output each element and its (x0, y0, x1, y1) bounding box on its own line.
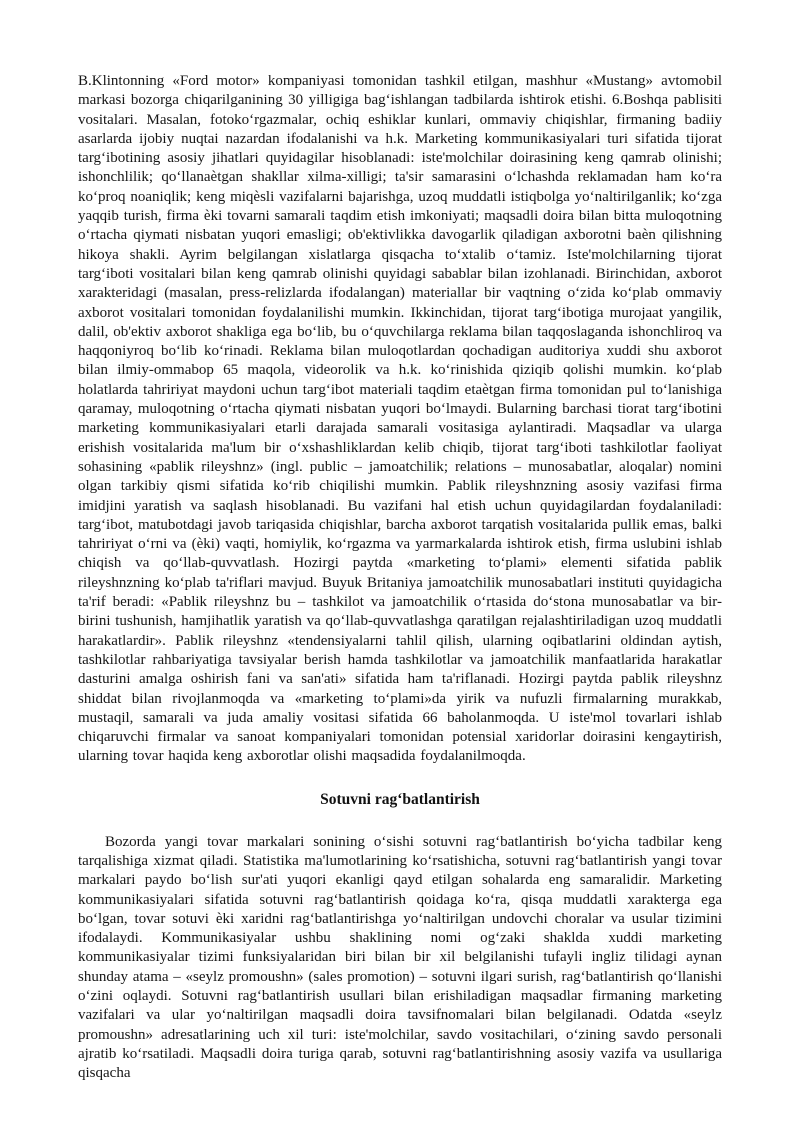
body-paragraph-bottom: Bozorda yangi tovar markalari sonining o‘sishi sotuvni rag‘batlantirish bo‘yicha tadbilar keng tarqalishiga xizmat qiladi. Statistika ma'lumotlarining ko‘rsatishicha, sotuvni rag‘batlantirish yangi tovar markalari paydo bo‘lish sur'ati yuqori ekanligi qayd etilgan sohalarda eng samaralidir. Marketing kommunikasiyalari sifatida sotuvni rag‘batlantirish qoidaga ko‘ra, qisqa muddatli xarakterga ega bo‘lgan, tovar sotuvi èki xaridni rag‘batlantirishga yo‘naltirilgan undovchi choralar va usular tizimini ifodalaydi. Kommunikasiyalar ushbu shaklining nomi og‘zaki shaklda xuddi marketing kommunikasiyalar tizimi funksiyalaridan biri bilan bir xil belgilanishi tufayli ingliz tilidagi aynan shunday atama – «seylz promoushn» (sales promotion) – sotuvni ilgari surish, rag‘batlantirish qo‘llanishi o‘zini oqlaydi. Sotuvni rag‘batlantirish usullari bilan erishiladigan maqsadlar firmaning marketing vazifalari va ular yo‘naltirilgan maqsadli doira tavsifnomalari bilan belgilanadi. Odatda «seylz promoushn» adresatlarining uch xil turi: iste'molchilar, savdo vositachilari, o‘zining savdo personali ajratib ko‘rsatiladi. Maqsadli doira turiga qarab, sotuvni rag‘batlantirishning asosiy vazifa va usullariga qisqacha (78, 833, 722, 1082)
section-heading: Sotuvni rag‘batlantirish (320, 790, 480, 808)
body-paragraph-top: B.Klintonning «Ford motor» kompaniyasi tomonidan tashkil etilgan, mashhur «Mustang» avtomobil markasi bozorga chiqarilganining 30 yilligiga bag‘ishlangan tadbilarda ishtirok etishi. 6.Boshqa pablisiti vositalari. Masalan, fotoko‘rgazmalar, ochiq eshiklar kunlari, ommaviy chiqishlar, firmaning badiiy asarlarda ijobiy nuqtai nazardan ifodalanishi va h.k. Marketing kommunikasiyalari turi sifatida tijorat targ‘ibotining asosiy jihatlari quyidagilar hisoblanadi: iste'molchilar doirasining keng qamrab olinishi; ishonchlilik; qo‘llanaètgan shakllar xilma-xilligi; ta'sir samarasini o‘lchashda reklamadan ham ko‘ra ko‘proq noaniqlik; keng miqèsli vazifalarni bajarishga, uzoq muddatli istiqbolga yo‘naltirilganlik; ko‘zga yaqqib turish, firma èki tovarni samarali taqdim etish imkoniyati; maqsadli doira bilan bitta muloqotning o‘rtacha qiymati nisbatan yuqori emasligi; ob'ektivlikka davogarlik qiladigan axborotni baèn qilishning hikoya shakli. Ayrim belgilangan xislatlarga qisqacha to‘xtalib o‘tamiz. Iste'molchilarning tijorat targ‘iboti vositalari bilan keng qamrab olinishi quyidagi sabablar bilan izohlanadi. Birinchidan, axborot xarakteridagi (masalan, press-relizlarda ifodalangan) materiallar bir vaqtning o‘zida ko‘plab ommaviy axborot vositalari tomonidan foydalanilishi mumkin. Ikkinchidan, tijorat targ‘ibotiga murojaat yangilik, dalil, ob'ektiv axborot shakliga ega bo‘lib, bu o‘quvchilarga reklama bilan taqqoslaganda ishonchliroq va haqqoniyroq bo‘lib ko‘rinadi. Reklama bilan muloqotlardan qochadigan auditoriya xuddi shu axborot bilan ilmiy-ommabop 65 maqola, videorolik va h.k. ko‘rinishida qiziqib qolishi mumkin. ko‘plab holatlarda tahririyat maydoni uchun targ‘ibot materiali taqdim etaètgan firma tomonidan pul to‘lanishiga qaramay, muloqotning o‘rtacha qiymati nisbatan yuqori bo‘lmaydi. Bularning barchasi tiorat targ‘ibotini marketing kommunikasiyalari etarli darajada samarali vositasiga aylantiradi. Maqsadlar va ularga erishish vositalarida ma'lum bir o‘xshashliklardan kelib chiqib, tijorat targ‘iboti tashkilotlar faoliyat sohasining «pablik rileyshnz» (ingl. public – jamoatchilik; relations – munosabatlar, aloqalar) nomini olgan tarkibiy qismi sifatida ko‘rib chiqilishi mumkin. Pablik rileyshnzning asosiy vazifasi firma imidjini yaratish va saqlash hisoblanadi. Bu vazifani hal etish uchun quyidagilardan foydalaniladi: targ‘ibot, matubotdagi javob tariqasida chiqishlar, barcha axborot tarqatish vositalarida pullik emas, balki tahririyat o‘rni va (èki) vaqti, homiylik, ko‘rgazma va yarmarkalarda ishtirok etish, firma uslubini ishlab chiqish va qo‘llab-quvvatlash. Hozirgi paytda «marketing to‘plami» elementi sifatida pablik rileyshnzning ko‘plab ta'riflari mavjud. Buyuk Britaniya jamoatchilik munosabatlari instituti quyidagicha ta'rif beradi: «Pablik rileyshnz bu – tashkilot va jamoatchilik o‘rtasida do‘stona munosabatlar va bir-birini tushunish, hamjihatlik yaratish va qo‘llab-quvvatlashga qaratilgan rejalashtiriladigan uzoq muddatli harakatlardir». Pablik rileyshnz «tendensiyalarni tahlil qilish, ularning oqibatlarini oldindan aytish, tashkilotlar rahbariyatiga tavsiyalar berish hamda tashkilotlar va jamoatchilik manfaatlarida harakatlar dasturini amalga oshirish fani va san'ati» sifatida ham ta'riflanadi. Hozirgi paytda pablik rileyshnz shiddat bilan rivojlanmoqda va «marketing to‘plami»da yirik va nufuzli firmalarning murakkab, mustaqil, samarali va juda amaliy vositasi sifatida 66 baholanmoqda. U iste'mol tovarlari ishlab chiqaruvchi firmalar va sanoat kompaniyalari tomonidan potensial xaridorlar doirasini kengaytirish, ularning tovar haqida keng axborotlar olishi maqsadida foydalanilmoqda. (78, 73, 722, 765)
